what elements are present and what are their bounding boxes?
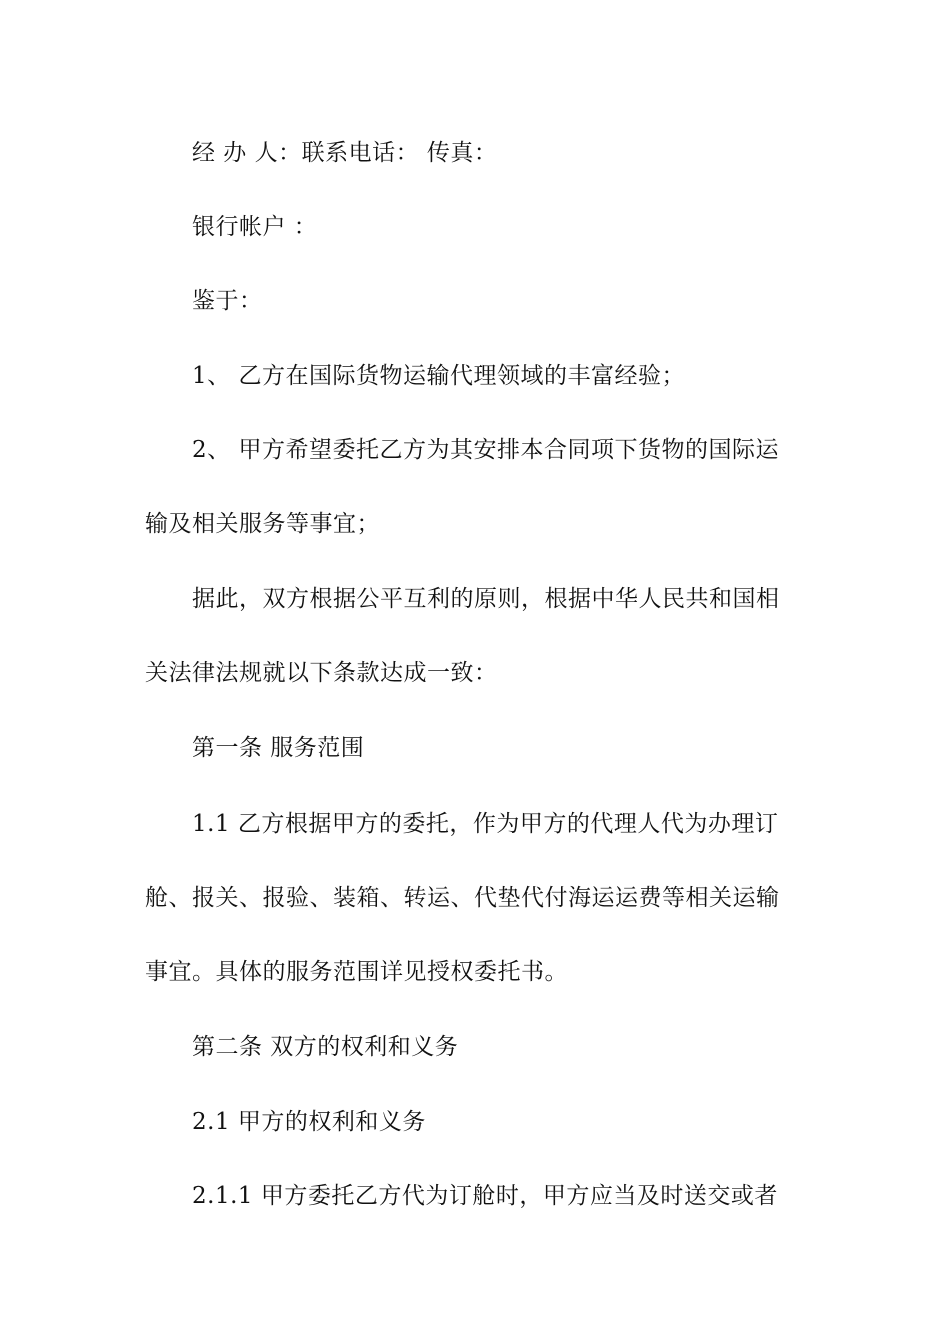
contact-line: 经 办 人：联系电话： 传真： xyxy=(192,140,498,166)
agreement-paragraph-continued: 关法律法规就以下条款达成一致： xyxy=(145,660,498,686)
clause-1-1-continued: 舱、报关、报验、装箱、转运、代垫代付海运运费等相关运输 xyxy=(145,885,780,911)
clause-2-1-1: 2.1.1 甲方委托乙方代为订舱时，甲方应当及时送交或者 xyxy=(192,1183,778,1209)
whereas-heading: 鉴于： xyxy=(192,288,263,314)
whereas-item-2-continued: 输及相关服务等事宜； xyxy=(145,511,380,537)
clause-2-1-heading: 2.1 甲方的权利和义务 xyxy=(192,1109,426,1135)
article-1-heading: 第一条 服务范围 xyxy=(192,735,365,761)
clause-1-1: 1.1 乙方根据甲方的委托，作为甲方的代理人代为办理订 xyxy=(192,811,779,837)
bank-account-line: 银行帐户 ： xyxy=(192,214,318,240)
whereas-item-2: 2、 甲方希望委托乙方为其安排本合同项下货物的国际运 xyxy=(192,437,779,463)
article-2-heading: 第二条 双方的权利和义务 xyxy=(192,1034,459,1060)
agreement-paragraph: 据此，双方根据公平互利的原则，根据中华人民共和国相 xyxy=(192,586,780,612)
whereas-item-1: 1、 乙方在国际货物运输代理领域的丰富经验； xyxy=(192,363,685,389)
clause-1-1-end: 事宜。具体的服务范围详见授权委托书。 xyxy=(145,959,568,985)
